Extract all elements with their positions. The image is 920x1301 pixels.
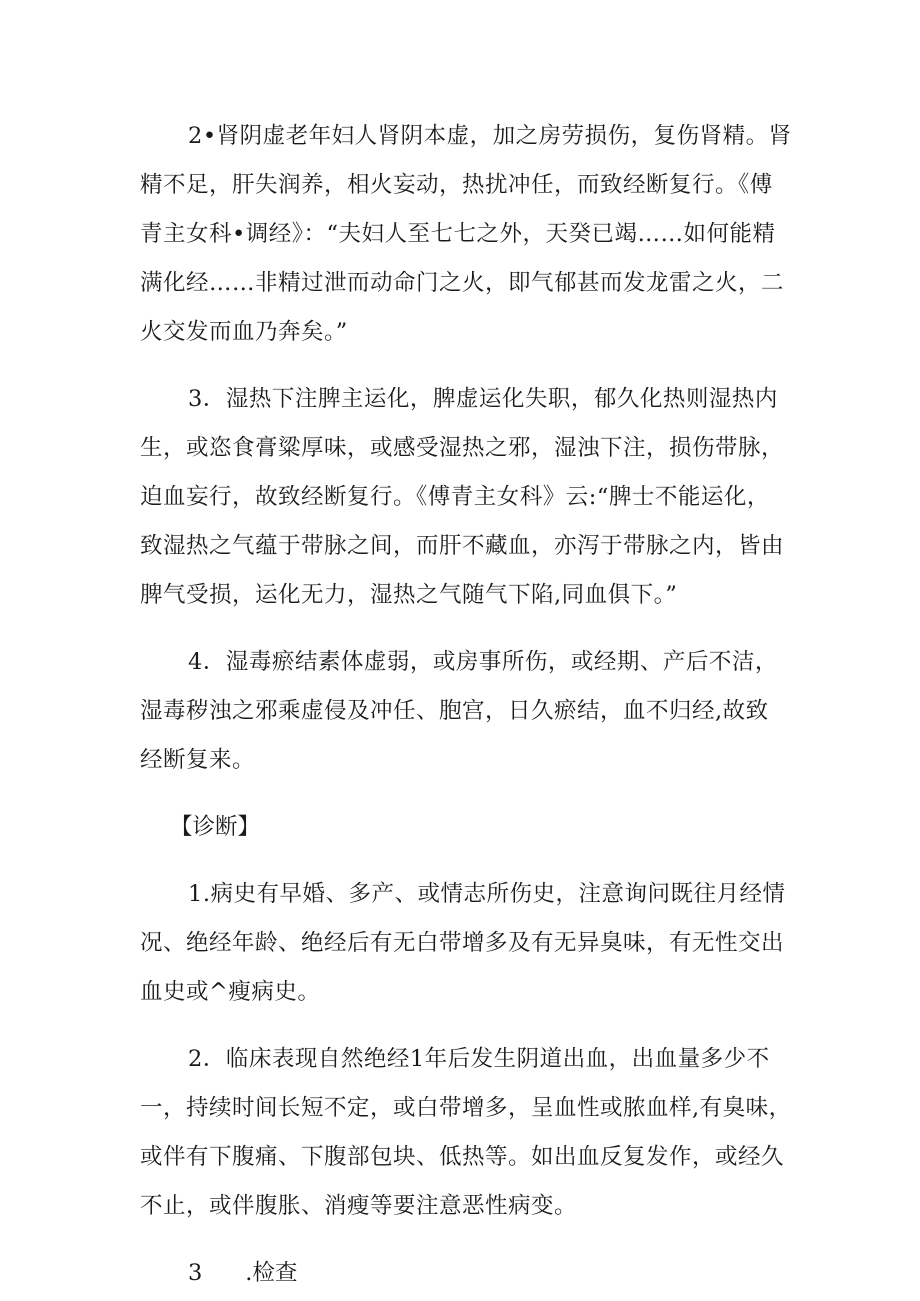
paragraph-clinical-manifestation bbox=[140, 1035, 792, 1231]
text-line: 或伴有下腹痛、下腹部包块、低热等。如出血反复发作，或经久 bbox=[140, 1144, 785, 1170]
text-line: 青主女科•调经》：“夫妇人至七七之外，天癸已竭……如何能精 bbox=[140, 221, 776, 247]
text-line: 况、绝经年龄、绝经后有无白带增多及有无异臭味，有无性交出 bbox=[140, 930, 785, 956]
text-line: 3．湿热下注脾主运化，脾虚运化失职，郁久化热则湿热内 bbox=[188, 386, 778, 412]
text-line: 脾气受损，运化无力，湿热之气随气下陷,同血俱下。” bbox=[140, 582, 678, 608]
text-line: 精不足，肝失润养，相火妄动，热扰冲任，而致经断复行。《傅 bbox=[140, 172, 773, 198]
text-line: 湿毒秽浊之邪乘虚侵及冲任、胞宫，日久瘀结，血不归经,故致 bbox=[140, 698, 769, 724]
text-line: 一，持续时间长短不定，或白带增多，呈血性或脓血样,有臭味， bbox=[140, 1095, 792, 1121]
text-line: 1.病史有早婚、多产、或情志所伤史，注意询问既往月经情 bbox=[188, 881, 786, 907]
paragraph-damp-toxin-stasis bbox=[140, 638, 788, 785]
text-line: 经断复来。 bbox=[140, 747, 256, 773]
paragraph-damp-heat bbox=[140, 375, 788, 620]
text-line: 4．湿毒瘀结素体虚弱，或房事所伤，或经期、产后不洁， bbox=[188, 649, 778, 675]
text-line: 不止，或伴腹胀、消瘦等要注意恶性病变。 bbox=[140, 1193, 578, 1219]
section-heading-diagnosis: 【诊断】 bbox=[170, 814, 261, 840]
text-line: 满化经……非精过泄而动命门之火，即气郁甚而发龙雷之火，二 bbox=[140, 270, 785, 296]
text-line: 火交发而血乃奔矣。” bbox=[140, 319, 348, 345]
text-line: 2．临床表现自然绝经1年后发生阴道出血，出血量多少不 bbox=[188, 1046, 770, 1072]
text-line: 生，或恣食膏粱厚味，或感受湿热之邪，湿浊下注，损伤带脉， bbox=[140, 435, 785, 461]
text-line: 血史或^瘦病史。 bbox=[140, 979, 321, 1005]
subsection-examination: 3 .检查 bbox=[188, 1260, 298, 1286]
paragraph-kidney-yin-deficiency bbox=[140, 112, 792, 357]
text-line: 致湿热之气蕴于带脉之间，而肝不藏血，亦泻于带脉之内，皆由 bbox=[140, 533, 785, 559]
text-line: 2•肾阴虚老年妇人肾阴本虚，加之房劳损伤，复伤肾精。肾 bbox=[188, 123, 792, 149]
paragraph-medical-history bbox=[140, 870, 788, 1017]
text-line: 迫血妄行，故致经断复行。《傅青主女科》云:“脾士不能运化， bbox=[140, 484, 770, 510]
document-page bbox=[140, 112, 792, 1298]
